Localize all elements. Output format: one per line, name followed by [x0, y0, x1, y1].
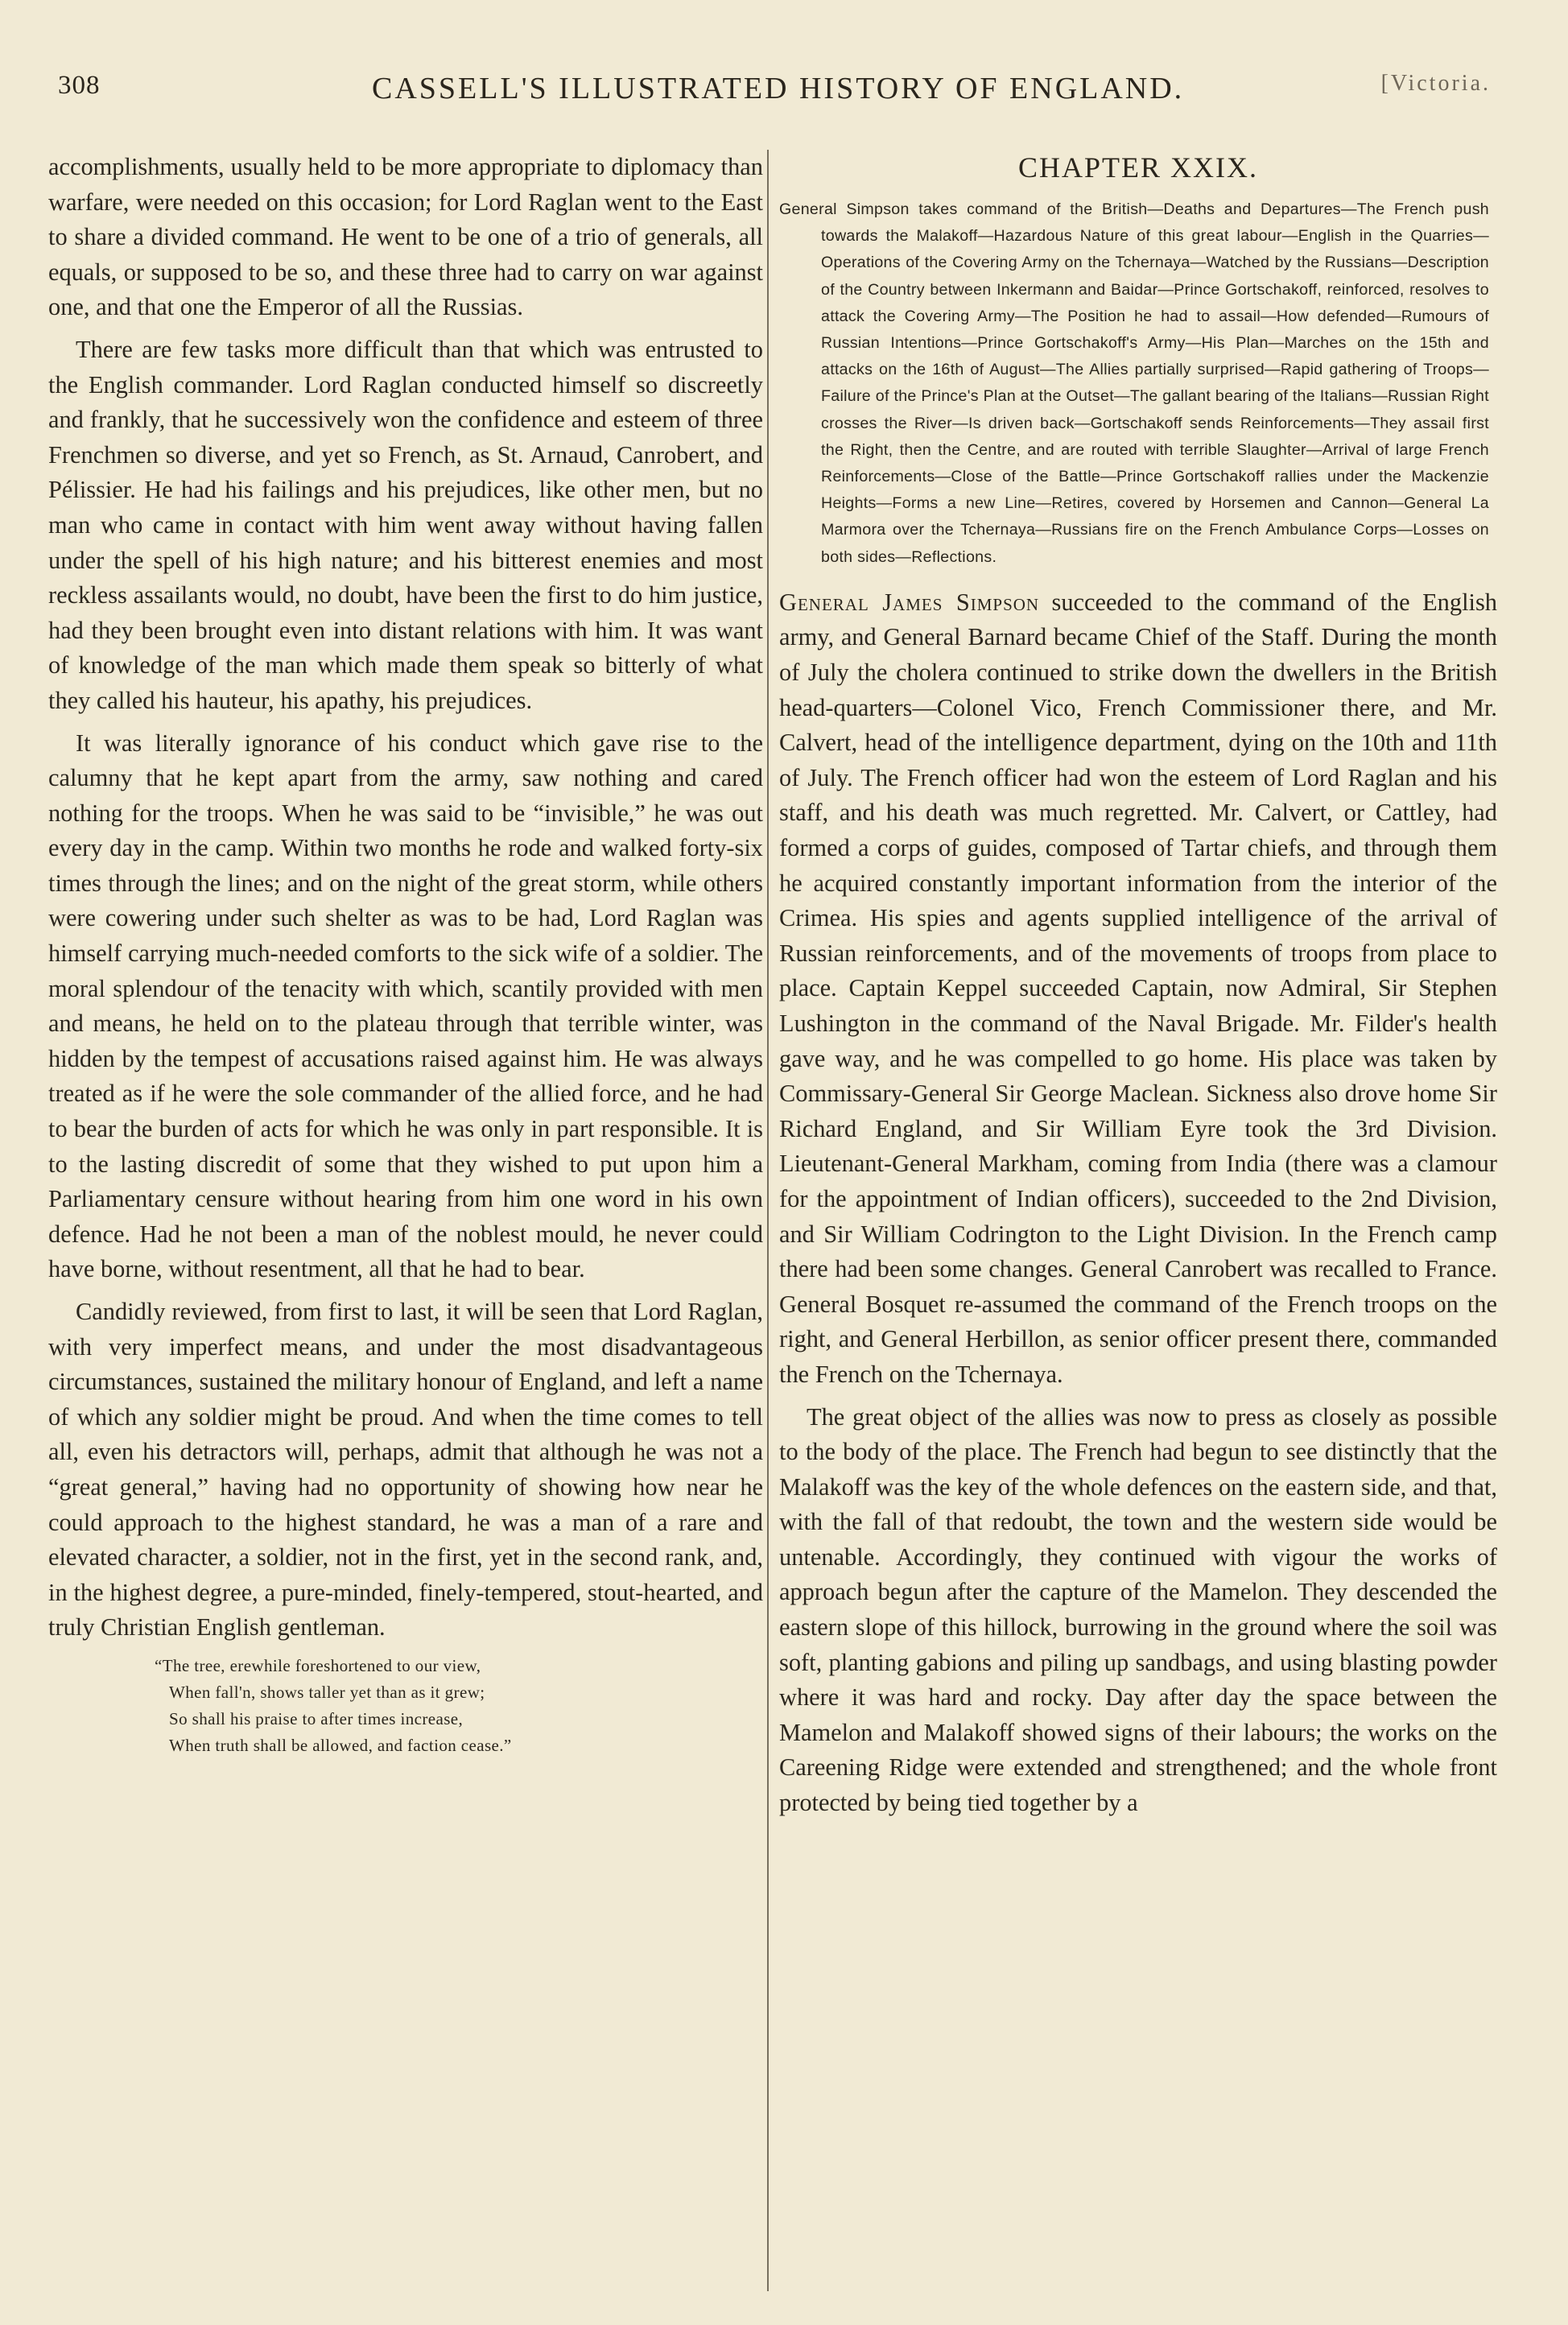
verse-line: “The tree, erewhile foreshortened to our view,	[155, 1655, 481, 1675]
running-title: CASSELL'S ILLUSTRATED HISTORY OF ENGLAND.	[372, 72, 1185, 105]
chapter-synopsis: General Simpson takes command of the British—Deaths and Departures—The French push towards the Malakoff—Hazardous Nature of this great labour—English in the Quarries—Operations of the Covering Army on the Tchernaya—Watched by the Russians—Description of the Country between Inkermann and Baidar—Prince Gortschakoff, reinforced, resolves to attack the Covering Army—The Position he had to assail—How defended—Rumours of Russian Intentions—Prince Gortschakoff's Army—His Plan—Marches on the 15th and attacks on the 16th of August—The Allies partially surprised—Rapid gathering of Troops—Failure of the Prince's Plan at the Outset—The gallant bearing of the Italians—Russian Right crosses the River—Is driven back—Gortschakoff sends Reinforcements—They assail first the Right, then the Centre, and are routed with terrible Slaughter—Arrival of large French Reinforcements—Close of the Battle—Prince Gortschakoff rallies under the Mackenzie Heights—Forms a new Line—Retires, covered by Horsemen and Cannon—General La Marmora over the Tchernaya—Russians fire on the French Ambulance Corps—Losses on both sides—Reflections.	[779, 200, 1489, 566]
page-number: 308	[58, 71, 101, 100]
paragraph-text: succeeded to the command of the English army, and General Barnard became Chief of the Staff. During the month of July the cholera continued to strike down the dwellers in the British head-quarters—Colonel Vico, French Commissioner there, and Mr. Calvert, head of the intelligence department, dying on the 10th and 11th of July. The French officer had won the esteem of Lord Raglan and his staff, and his death was much regretted. Mr. Calvert, or Cattley, had formed a corps of guides, composed of Tartar chiefs, and through them he acquired constantly important information from the interior of the Crimea. His spies and agents supplied intelligence of the arrival of Russian reinforcements, and of the movements of troops from place to place. Captain Keppel succeeded Captain, now Admiral, Sir Stephen Lushington in the command of the Naval Brigade. Mr. Filder's health gave way, and he was compelled to go home. His place was taken by Commissary-General Sir George Maclean. Sickness also drove home Sir Richard England, and Sir William Eyre took the 3rd Division. Lieutenant-General Markham, coming from India (there was a clamour for the appointment of Indian officers), succeeded to the 2nd Division, and Sir William Codrington to the Light Division. In the French camp there had been some changes. General Canrobert was recalled to France. General Bosquet re-assumed the command of the French troops on the right, and General Herbillon, as senior officer present there, commanded the French on the Tchernaya.	[779, 588, 1497, 1388]
body-paragraph: Candidly reviewed, from first to last, it will be seen that Lord Raglan, with very imperfect means, and under the most disadvantageous circumstances, sustained the military honour of England, and left a name of which any soldier might be proud. And when the time comes to tell all, even his detractors will, perhaps, admit that although he was not a “great general,” having had no opportunity of showing how near he could approach to the highest standard, he was a man of a rare and elevated character, a soldier, not in the first, yet in the second rank, and, in the highest degree, a pure-minded, finely-tempered, stout-hearted, and truly Christian English gentleman.	[48, 1298, 763, 1642]
verse-line: So shall his praise to after times increase,	[169, 1708, 464, 1728]
right-column	[779, 150, 1497, 1828]
body-paragraph: The great object of the allies was now to press as closely as possible to the body of the place. The French had begun to see distinctly that the Malakoff was the key of the whole defences on the eastern side, and that, with the fall of that redoubt, the town and the western side would be untenable. Accordingly, they continued with vigour the works of approach begun after the capture of the Mamelon. They descended the eastern slope of this hillock, burrowing in the ground where the soil was soft, planting gabions and piling up sandbags, and using blasting powder where it was hard and rocky. Day after day the space between the Mamelon and Malakoff showed signs of their labours; the works on the Careening Ridge were extended and strengthened; and the whole front protected by being tied together by a	[779, 1402, 1497, 1817]
body-paragraph: There are few tasks more difficult than that which was entrusted to the English commander. Lord Raglan conducted himself so discreetly and frankly, that he successively won the confidence and esteem of three Frenchmen so diverse, and yet so French, as St. Arnaud, Canrobert, and Pélissier. He had his failings and his prejudices, like other men, but no man who came in contact with him went away without having fallen under the spell of his high nature; and his bitterest enemies and most reckless assailants would, no doubt, have been the first to do him justice, had they been brought even into distant relations with him. It was want of knowledge of the man which made them speak so bitterly of what they called his hauteur, his apathy, his prejudices.	[48, 335, 763, 714]
left-column	[48, 150, 763, 1759]
body-paragraph: It was literally ignorance of his conduct which gave rise to the calumny that he kept apart from the army, saw nothing and cared nothing for the troops. When he was said to be “invisible,” he was out every day in the camp. Within two months he rode and walked forty-six times through the lines; and on the night of the great storm, while others were cowering under such shelter as was to be had, Lord Raglan was himself carrying much-needed comforts to the sick wife of a soldier. The moral splendour of the tenacity with which, scantily provided with men and means, he held on to the plateau through that terrible winter, was hidden by the tempest of accusations raised against him. He was always treated as if he were the sole commander of the allied force, and he had to bear the burden of acts for which he was only in part responsible. It is to the lasting discredit of some that they wished to put upon him a Parliamentary censure without hearing from him one word in his own defence. Had he not been a man of the noblest mould, he never could have borne, without resentment, all that he had to bear.	[48, 729, 763, 1283]
lead-words: General James Simpson	[779, 588, 1040, 616]
verse-line: When fall'n, shows taller yet than as it grew;	[169, 1682, 485, 1702]
column-rule	[767, 150, 769, 2291]
running-reign: [Victoria.	[1380, 71, 1491, 96]
verse-line: When truth shall be allowed, and faction cease.”	[169, 1735, 512, 1755]
running-header	[58, 71, 1491, 119]
body-paragraph: accomplishments, usually held to be more appropriate to diplomacy than warfare, were needed on this occasion; for Lord Raglan went to the East to share a divided command. He went to be one of a trio of generals, all equals, or supposed to be so, and these three had to carry on war against one, and that one the Emperor of all the Russias.	[48, 153, 763, 321]
verse-quotation	[155, 1653, 763, 1759]
chapter-heading: CHAPTER XXIX.	[1017, 151, 1258, 184]
body-paragraph	[779, 585, 1497, 1393]
